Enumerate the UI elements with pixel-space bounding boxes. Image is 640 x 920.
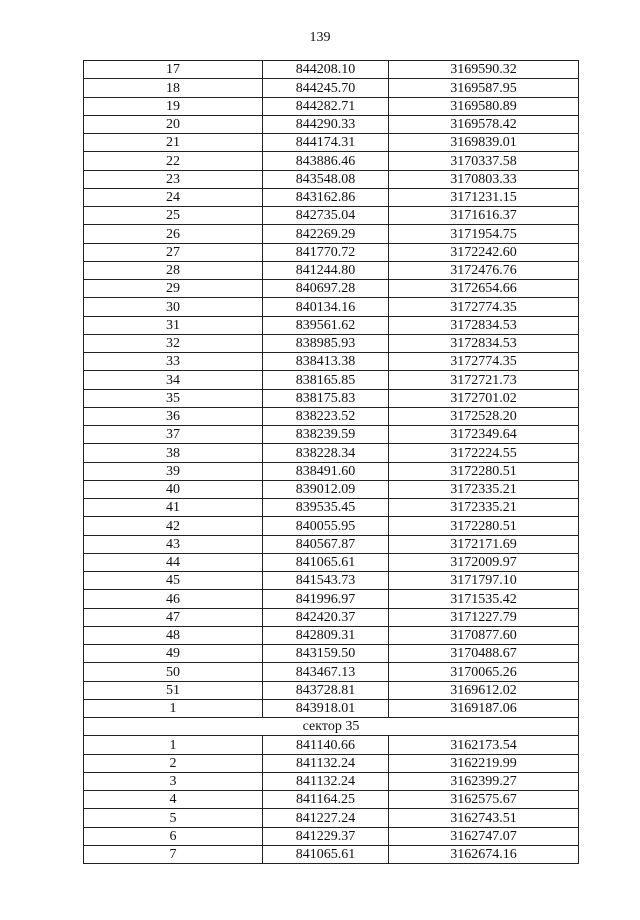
table-row xyxy=(84,663,579,681)
y-coordinate-cell: 3169578.42 xyxy=(389,115,579,133)
point-number-cell: 20 xyxy=(84,115,263,133)
y-coordinate-cell: 3169587.95 xyxy=(389,79,579,97)
x-coordinate-cell: 841543.73 xyxy=(263,572,389,590)
y-coordinate-cell: 3172476.76 xyxy=(389,261,579,279)
table-row xyxy=(84,809,579,827)
table-row xyxy=(84,407,579,425)
x-coordinate-cell: 843886.46 xyxy=(263,152,389,170)
y-coordinate-cell: 3172224.55 xyxy=(389,444,579,462)
x-coordinate-cell: 838228.34 xyxy=(263,444,389,462)
point-number-cell: 50 xyxy=(84,663,263,681)
table-row xyxy=(84,827,579,845)
x-coordinate-cell: 841244.80 xyxy=(263,261,389,279)
point-number-cell: 42 xyxy=(84,517,263,535)
table-row xyxy=(84,681,579,699)
x-coordinate-cell: 841770.72 xyxy=(263,243,389,261)
x-coordinate-cell: 844290.33 xyxy=(263,115,389,133)
table-row xyxy=(84,572,579,590)
x-coordinate-cell: 843162.86 xyxy=(263,188,389,206)
point-number-cell: 31 xyxy=(84,316,263,334)
point-number-cell: 22 xyxy=(84,152,263,170)
y-coordinate-cell: 3172242.60 xyxy=(389,243,579,261)
x-coordinate-cell: 838165.85 xyxy=(263,371,389,389)
table-row xyxy=(84,207,579,225)
y-coordinate-cell: 3172335.21 xyxy=(389,499,579,517)
point-number-cell: 27 xyxy=(84,243,263,261)
point-number-cell: 51 xyxy=(84,681,263,699)
point-number-cell: 33 xyxy=(84,353,263,371)
table-row xyxy=(84,699,579,717)
point-number-cell: 46 xyxy=(84,590,263,608)
point-number-cell: 2 xyxy=(84,754,263,772)
x-coordinate-cell: 841229.37 xyxy=(263,827,389,845)
point-number-cell: 1 xyxy=(84,736,263,754)
point-number-cell: 28 xyxy=(84,261,263,279)
table-row xyxy=(84,772,579,790)
x-coordinate-cell: 843918.01 xyxy=(263,699,389,717)
table-row xyxy=(84,371,579,389)
table-row xyxy=(84,517,579,535)
sector-heading: сектор 35 xyxy=(84,718,579,736)
point-number-cell: 3 xyxy=(84,772,263,790)
sector-heading-row xyxy=(84,718,579,736)
point-number-cell: 38 xyxy=(84,444,263,462)
point-number-cell: 34 xyxy=(84,371,263,389)
y-coordinate-cell: 3169580.89 xyxy=(389,97,579,115)
y-coordinate-cell: 3169839.01 xyxy=(389,134,579,152)
x-coordinate-cell: 842735.04 xyxy=(263,207,389,225)
x-coordinate-cell: 841996.97 xyxy=(263,590,389,608)
point-number-cell: 21 xyxy=(84,134,263,152)
table-row xyxy=(84,626,579,644)
point-number-cell: 47 xyxy=(84,608,263,626)
table-row xyxy=(84,754,579,772)
table-row xyxy=(84,79,579,97)
x-coordinate-cell: 841140.66 xyxy=(263,736,389,754)
x-coordinate-cell: 841065.61 xyxy=(263,845,389,863)
table-row xyxy=(84,134,579,152)
y-coordinate-cell: 3171954.75 xyxy=(389,225,579,243)
x-coordinate-cell: 838413.38 xyxy=(263,353,389,371)
table-row xyxy=(84,553,579,571)
x-coordinate-cell: 841227.24 xyxy=(263,809,389,827)
point-number-cell: 18 xyxy=(84,79,263,97)
y-coordinate-cell: 3172721.73 xyxy=(389,371,579,389)
x-coordinate-cell: 838175.83 xyxy=(263,389,389,407)
x-coordinate-cell: 842420.37 xyxy=(263,608,389,626)
x-coordinate-cell: 840134.16 xyxy=(263,298,389,316)
y-coordinate-cell: 3171227.79 xyxy=(389,608,579,626)
point-number-cell: 4 xyxy=(84,791,263,809)
y-coordinate-cell: 3172171.69 xyxy=(389,535,579,553)
x-coordinate-cell: 843728.81 xyxy=(263,681,389,699)
table-row xyxy=(84,97,579,115)
y-coordinate-cell: 3172335.21 xyxy=(389,480,579,498)
y-coordinate-cell: 3172280.51 xyxy=(389,462,579,480)
table-row xyxy=(84,535,579,553)
x-coordinate-cell: 842809.31 xyxy=(263,626,389,644)
table-row xyxy=(84,499,579,517)
table-row xyxy=(84,280,579,298)
point-number-cell: 29 xyxy=(84,280,263,298)
table-row xyxy=(84,590,579,608)
point-number-cell: 49 xyxy=(84,645,263,663)
y-coordinate-cell: 3172774.35 xyxy=(389,353,579,371)
point-number-cell: 1 xyxy=(84,699,263,717)
coordinates-table xyxy=(83,60,579,864)
table-row xyxy=(84,170,579,188)
x-coordinate-cell: 838223.52 xyxy=(263,407,389,425)
point-number-cell: 39 xyxy=(84,462,263,480)
y-coordinate-cell: 3170803.33 xyxy=(389,170,579,188)
table-row xyxy=(84,316,579,334)
point-number-cell: 48 xyxy=(84,626,263,644)
point-number-cell: 40 xyxy=(84,480,263,498)
y-coordinate-cell: 3170337.58 xyxy=(389,152,579,170)
y-coordinate-cell: 3170488.67 xyxy=(389,645,579,663)
y-coordinate-cell: 3162173.54 xyxy=(389,736,579,754)
table-row xyxy=(84,608,579,626)
point-number-cell: 17 xyxy=(84,61,263,79)
point-number-cell: 19 xyxy=(84,97,263,115)
y-coordinate-cell: 3169590.32 xyxy=(389,61,579,79)
x-coordinate-cell: 839012.09 xyxy=(263,480,389,498)
y-coordinate-cell: 3172654.66 xyxy=(389,280,579,298)
y-coordinate-cell: 3162575.67 xyxy=(389,791,579,809)
x-coordinate-cell: 843467.13 xyxy=(263,663,389,681)
point-number-cell: 5 xyxy=(84,809,263,827)
table-row xyxy=(84,791,579,809)
point-number-cell: 30 xyxy=(84,298,263,316)
y-coordinate-cell: 3162219.99 xyxy=(389,754,579,772)
x-coordinate-cell: 840055.95 xyxy=(263,517,389,535)
x-coordinate-cell: 841132.24 xyxy=(263,754,389,772)
table-row xyxy=(84,334,579,352)
y-coordinate-cell: 3171616.37 xyxy=(389,207,579,225)
table-row xyxy=(84,298,579,316)
y-coordinate-cell: 3172834.53 xyxy=(389,316,579,334)
x-coordinate-cell: 844282.71 xyxy=(263,97,389,115)
table-row xyxy=(84,389,579,407)
y-coordinate-cell: 3170877.60 xyxy=(389,626,579,644)
point-number-cell: 35 xyxy=(84,389,263,407)
x-coordinate-cell: 838491.60 xyxy=(263,462,389,480)
point-number-cell: 26 xyxy=(84,225,263,243)
y-coordinate-cell: 3162399.27 xyxy=(389,772,579,790)
y-coordinate-cell: 3171231.15 xyxy=(389,188,579,206)
table-row xyxy=(84,736,579,754)
table-row xyxy=(84,115,579,133)
point-number-cell: 23 xyxy=(84,170,263,188)
point-number-cell: 45 xyxy=(84,572,263,590)
point-number-cell: 37 xyxy=(84,426,263,444)
y-coordinate-cell: 3172349.64 xyxy=(389,426,579,444)
table-row xyxy=(84,353,579,371)
x-coordinate-cell: 839561.62 xyxy=(263,316,389,334)
x-coordinate-cell: 843159.50 xyxy=(263,645,389,663)
table-row xyxy=(84,645,579,663)
y-coordinate-cell: 3169187.06 xyxy=(389,699,579,717)
table-row xyxy=(84,845,579,863)
x-coordinate-cell: 843548.08 xyxy=(263,170,389,188)
x-coordinate-cell: 844174.31 xyxy=(263,134,389,152)
x-coordinate-cell: 838985.93 xyxy=(263,334,389,352)
point-number-cell: 25 xyxy=(84,207,263,225)
x-coordinate-cell: 840697.28 xyxy=(263,280,389,298)
page-number: 139 xyxy=(309,30,331,45)
point-number-cell: 44 xyxy=(84,553,263,571)
x-coordinate-cell: 844208.10 xyxy=(263,61,389,79)
y-coordinate-cell: 3169612.02 xyxy=(389,681,579,699)
y-coordinate-cell: 3170065.26 xyxy=(389,663,579,681)
y-coordinate-cell: 3172528.20 xyxy=(389,407,579,425)
x-coordinate-cell: 844245.70 xyxy=(263,79,389,97)
table-row xyxy=(84,225,579,243)
table-row xyxy=(84,61,579,79)
y-coordinate-cell: 3162674.16 xyxy=(389,845,579,863)
y-coordinate-cell: 3172774.35 xyxy=(389,298,579,316)
point-number-cell: 32 xyxy=(84,334,263,352)
point-number-cell: 41 xyxy=(84,499,263,517)
x-coordinate-cell: 842269.29 xyxy=(263,225,389,243)
y-coordinate-cell: 3171535.42 xyxy=(389,590,579,608)
x-coordinate-cell: 839535.45 xyxy=(263,499,389,517)
table-row xyxy=(84,188,579,206)
y-coordinate-cell: 3171797.10 xyxy=(389,572,579,590)
x-coordinate-cell: 840567.87 xyxy=(263,535,389,553)
point-number-cell: 6 xyxy=(84,827,263,845)
coordinates-table-body xyxy=(84,61,579,864)
x-coordinate-cell: 841164.25 xyxy=(263,791,389,809)
table-row xyxy=(84,480,579,498)
x-coordinate-cell: 841065.61 xyxy=(263,553,389,571)
y-coordinate-cell: 3172834.53 xyxy=(389,334,579,352)
point-number-cell: 43 xyxy=(84,535,263,553)
table-row xyxy=(84,261,579,279)
point-number-cell: 24 xyxy=(84,188,263,206)
table-row xyxy=(84,152,579,170)
y-coordinate-cell: 3162747.07 xyxy=(389,827,579,845)
x-coordinate-cell: 838239.59 xyxy=(263,426,389,444)
y-coordinate-cell: 3172009.97 xyxy=(389,553,579,571)
table-row xyxy=(84,444,579,462)
y-coordinate-cell: 3172280.51 xyxy=(389,517,579,535)
point-number-cell: 7 xyxy=(84,845,263,863)
point-number-cell: 36 xyxy=(84,407,263,425)
table-row xyxy=(84,426,579,444)
table-row xyxy=(84,243,579,261)
x-coordinate-cell: 841132.24 xyxy=(263,772,389,790)
table-row xyxy=(84,462,579,480)
y-coordinate-cell: 3172701.02 xyxy=(389,389,579,407)
y-coordinate-cell: 3162743.51 xyxy=(389,809,579,827)
